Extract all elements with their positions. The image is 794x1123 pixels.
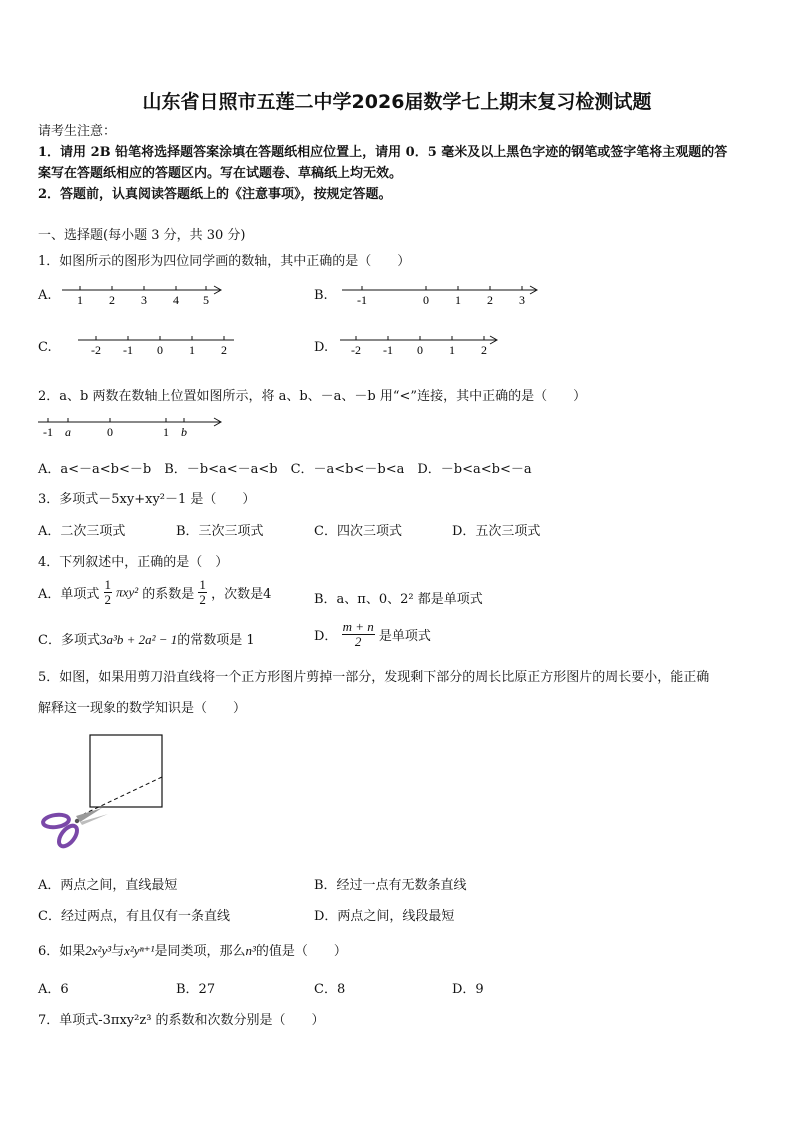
q4-a-coefficient: $\frac{1}{2}$ <box>199 577 206 607</box>
q6-term-3: n³ <box>245 943 256 958</box>
q4-a-prefix: A．单项式 <box>38 587 100 602</box>
q4-option-c <box>38 629 255 648</box>
q7-stem: 7．单项式-3πxy²z³ 的系数和次数分别是（ ） <box>38 1013 325 1028</box>
q3-option-c: C．四次三项式 <box>314 524 402 539</box>
tick-label: -1 <box>383 343 393 357</box>
q4-c-suffix: 的常数项是 1 <box>177 633 255 648</box>
q6-option-d: D．9 <box>452 982 484 997</box>
q6-option-a: A．6 <box>38 982 69 997</box>
q3-option-a: A．二次三项式 <box>38 524 126 539</box>
q5-stem-1: 5．如图，如果用剪刀沿直线将一个正方形图片剪掉一部分，发现剩下部分的周长比原正方形图片的周长要小，能正确 <box>38 670 710 685</box>
q1-label-a: A. <box>38 288 52 303</box>
tick-label: 1 <box>455 293 461 307</box>
tick-label: 1 <box>163 425 169 439</box>
q4-c-prefix: C．多项式 <box>38 633 100 648</box>
q4-d-fraction: $\frac{m + n}{2}$ <box>342 619 374 649</box>
notice-line-1a: 1．请用 2B 铅笔将选择题答案涂填在答题纸相应位置上，请用 0．5 毫米及以上黑色字迹的钢笔或签字笔将主观题的答 <box>38 145 728 160</box>
q1-label-c: C. <box>38 340 52 355</box>
tick-label: 0 <box>107 425 113 439</box>
q5-scissors-figure <box>36 728 171 858</box>
tick-label: 1 <box>449 343 455 357</box>
tick-label: 5 <box>203 293 209 307</box>
tick-label: -1 <box>357 293 367 307</box>
q4-a-fraction: $\frac{1}{2}$ <box>104 577 112 607</box>
q1-label-b: B. <box>314 288 328 303</box>
square-picture <box>90 735 162 807</box>
q4-a-variables: πxy² <box>116 584 139 600</box>
page-title: 山东省日照市五莲二中学2026届数学七上期末复习检测试题 <box>142 91 652 113</box>
scissors-icon <box>42 808 108 849</box>
q4-a-suffix: ，次数是4 <box>211 587 272 602</box>
q1-numberline-b <box>338 282 548 308</box>
tick-label: 2 <box>109 293 115 307</box>
q6-option-b: B．27 <box>176 982 216 997</box>
q6-option-c: C．8 <box>314 982 346 997</box>
tick-label: 3 <box>519 293 525 307</box>
tick-label: 0 <box>423 293 429 307</box>
tick-label: 2 <box>487 293 493 307</box>
q4-option-b: B．a、π、0、2² 都是单项式 <box>314 592 483 607</box>
q6-stem: 6．如果2x²y³与x²yⁿ⁺¹是同类项，那么n³的值是（ ） <box>38 943 347 959</box>
cut-line <box>84 777 162 814</box>
tick-label: 0 <box>417 343 423 357</box>
q2-stem: 2．a、b 两数在数轴上位置如图所示，将 a、b、－a、－b 用“<”连接，其中正确的是（ ） <box>38 389 587 404</box>
tick-label: -1 <box>123 343 133 357</box>
q1-label-d: D. <box>314 340 329 355</box>
tick-label: a <box>65 425 71 439</box>
tick-label: b <box>181 425 187 439</box>
q2-numberline <box>36 414 231 444</box>
notice-line-1b: 案写在答题纸相应的答题区内。写在试题卷、草稿纸上均无效。 <box>38 166 403 181</box>
q6-term-2: x²yⁿ⁺¹ <box>124 943 155 958</box>
notice-line-2: 2．答题前，认真阅读答题纸上的《注意事项》，按规定答题。 <box>38 187 392 202</box>
q5-option-a: A．两点之间，直线最短 <box>38 878 178 893</box>
q1-numberline-c <box>76 332 241 362</box>
q1-numberline-d <box>338 332 503 362</box>
q4-d-suffix: 是单项式 <box>378 629 431 644</box>
q6-term-1: 2x²y³ <box>85 943 112 958</box>
q1-numberline-a <box>58 282 228 308</box>
q4-d-prefix: D． <box>314 629 338 644</box>
tick-label: -2 <box>91 343 101 357</box>
q5-option-c: C．经过两点，有且仅有一条直线 <box>38 909 230 924</box>
q4-a-middle: 的系数是 <box>142 587 195 602</box>
tick-label: 4 <box>173 293 179 307</box>
tick-label: 2 <box>481 343 487 357</box>
q4-option-a <box>38 578 271 607</box>
tick-label: 1 <box>189 343 195 357</box>
notice-heading: 请考生注意： <box>38 124 117 139</box>
tick-label: 2 <box>221 343 227 357</box>
q4-stem: 4．下列叙述中，正确的是（ ） <box>38 555 229 570</box>
tick-label: 0 <box>157 343 163 357</box>
q3-option-b: B．三次三项式 <box>176 524 264 539</box>
tick-label: 1 <box>77 293 83 307</box>
q3-stem: 3．多项式－5xy+xy²－1 是（ ） <box>38 492 256 507</box>
tick-label: 3 <box>141 293 147 307</box>
tick-label: -1 <box>43 425 53 439</box>
q5-option-b: B．经过一点有无数条直线 <box>314 878 467 893</box>
q4-c-expression: 3a³b + 2a² − 1 <box>99 632 178 647</box>
q2-options: A．a<－a<b<－b B．－b<a<－a<b C．－a<b<－b<a D．－b<a<b<－a <box>38 462 532 477</box>
q4-option-d <box>314 620 431 649</box>
q5-stem-2: 解释这一现象的数学知识是（ ） <box>38 701 247 716</box>
q3-option-d: D．五次三项式 <box>452 524 541 539</box>
tick-label: -2 <box>351 343 361 357</box>
section-heading: 一、选择题(每小题 3 分，共 30 分) <box>38 228 246 243</box>
q1-stem: 1．如图所示的图形为四位同学画的数轴，其中正确的是（ ） <box>38 254 411 269</box>
q5-option-d: D．两点之间，线段最短 <box>314 909 455 924</box>
